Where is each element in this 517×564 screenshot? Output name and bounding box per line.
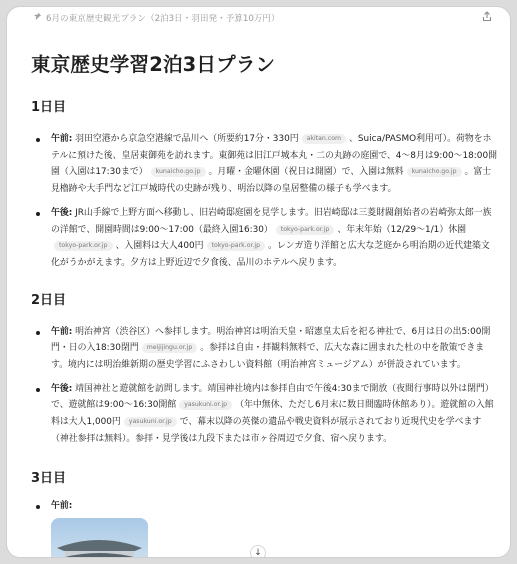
bullet [36, 505, 40, 509]
schedule-text: 靖国神社と遊就館を訪問します。靖国神社境内は参拝自由で午後4:30まで開放（夜間行事時以外は閉門）で、遊就館は9:00〜16:30開館 [51, 383, 494, 411]
day-schedule-list [31, 498, 497, 515]
schedule-text: 。レンガ造り洋館と広大な芝庭から明治期の近代建築文化がうかがえます。夕方は上野近辺で夕食後、品川のホテルへ戻ります。 [51, 241, 490, 268]
conversation-title: 6月の東京歴史観光プラン（2泊3日・羽田発・予算10万円） [46, 14, 280, 24]
bullet [36, 331, 40, 335]
source-citation-chip[interactable]: kunaicho.go.jp [407, 167, 462, 177]
bullet [36, 212, 40, 216]
source-citation-chip[interactable]: yasukuni.or.jp [179, 400, 232, 410]
conversation-header [7, 7, 510, 29]
time-label: 午前: [51, 326, 73, 337]
source-citation-chip[interactable]: tokyo-park.or.jp [207, 241, 266, 251]
schedule-text: 。富士見櫓跡や大手門など江戸城時代の史跡が残り、明治以降の皇居整備の様子も学べます。 [51, 167, 492, 195]
time-label: 午後: [51, 383, 73, 394]
day-heading: 3日目 [31, 470, 67, 486]
day-heading: 1日目 [31, 100, 67, 115]
response-body [31, 53, 497, 558]
schedule-text: 、Suica/PASMO利用可）。荷物をホテルに預けた後、皇居東御苑を訪れます。東御苑は旧江戸城本丸・二の丸跡の庭園で、4〜8月は9:00〜18:00開園（入園は17:30まで） [51, 134, 497, 178]
bullet [36, 388, 40, 392]
schedule-item [31, 324, 497, 374]
source-citation-chip[interactable]: akitan.com [302, 134, 346, 144]
time-label: 午前: [51, 134, 73, 144]
time-label: 午後: [51, 207, 73, 218]
share-icon[interactable] [482, 11, 492, 25]
pin-icon [33, 12, 42, 24]
schedule-text: 明治神宮（渋谷区）へ参拝します。明治神宮は明治天皇・昭憲皇太后を祀る神社で、6月は日の出5:00開門・日の入18:30閉門 [51, 326, 491, 354]
schedule-item [31, 131, 497, 198]
schedule-text: 羽田空港から京急空港線で品川へ（所要約17分・330円 [75, 134, 299, 144]
shrine-photo[interactable] [51, 518, 148, 558]
schedule-text: （年中無休、ただし6月末に数日間臨時休館あり）。遊就館の入館料は大人1,000円 [51, 400, 494, 428]
schedule-text: で、幕末以降の英傑の遺品や戦史資料が展示されており近現代史を学べます（神社参拝は無料）。参拝・見学後は九段下または市ヶ谷周辺で夕食、宿へ戻ります。 [51, 417, 482, 444]
day-heading: 2日目 [31, 292, 67, 308]
source-citation-chip[interactable]: tokyo-park.or.jp [54, 241, 113, 251]
schedule-item [31, 205, 497, 272]
chat-window [6, 6, 511, 558]
schedule-item [31, 381, 497, 448]
source-citation-chip[interactable]: tokyo-park.or.jp [276, 225, 335, 235]
schedule-item [31, 498, 497, 515]
source-citation-chip[interactable]: kunaicho.go.jp [151, 167, 206, 177]
day-schedule-list [31, 324, 497, 448]
source-citation-chip[interactable]: meijijingu.or.jp [142, 343, 198, 353]
schedule-text: 、年末年始（12/29〜1/1）休園 [337, 224, 466, 235]
time-label: 午前: [51, 500, 73, 511]
arrow-down-icon: ↓ [254, 548, 262, 558]
day-schedule-list [31, 131, 497, 272]
source-citation-chip[interactable]: yasukuni.or.jp [124, 417, 177, 427]
bullet [36, 138, 40, 142]
schedule-text: JR山手線で上野方面へ移動し、旧岩崎邸庭園を見学します。旧岩崎邸は三菱財閥創始者の岩崎弥太郎一族の洋館で、開園時間は9:00〜17:00（最終入園16:30） [51, 207, 492, 235]
schedule-text: 。月曜・金曜休園（祝日は開園）で、入園は無料 [208, 167, 404, 178]
schedule-text: 、入園料は大人400円 [115, 241, 204, 252]
schedule-text: 。参拝は自由・拝観料無料で、広大な森に囲まれた杜の中を散策できます。境内には明治維新期の歴史学習にふさわしい資料館（明治神宮ミュージアム）が併設されています。 [51, 343, 485, 371]
page-title: 東京歴史学習2泊3日プラン [31, 53, 276, 76]
scroll-down-button[interactable] [250, 545, 266, 558]
